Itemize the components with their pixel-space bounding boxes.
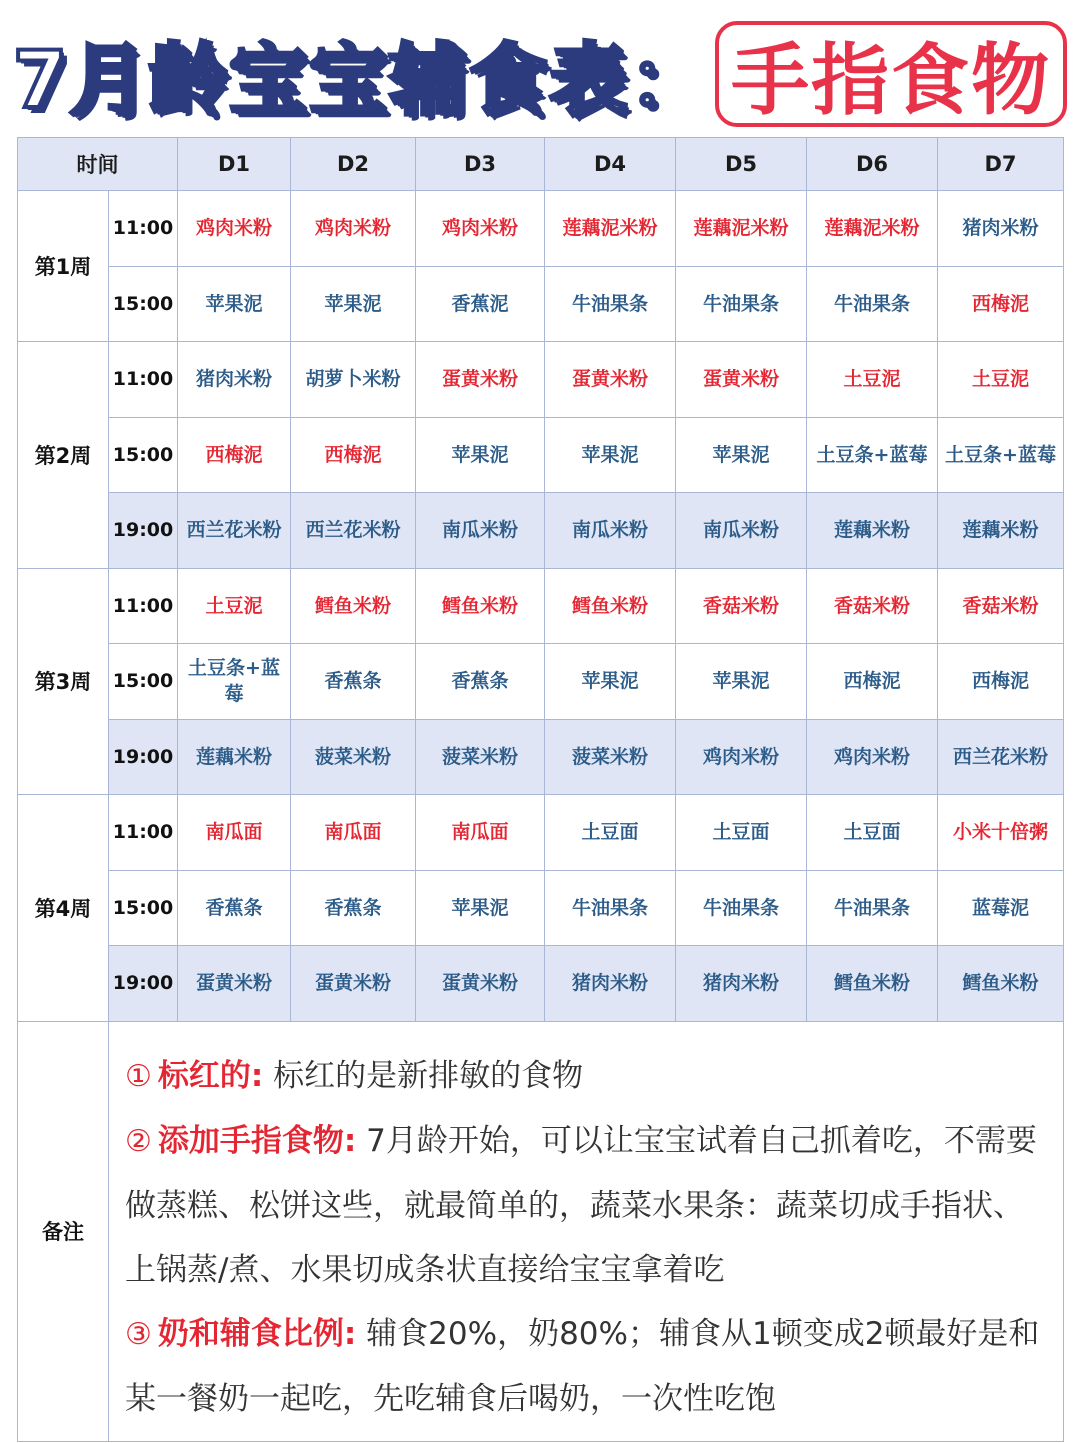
week-label: 第3周 — [18, 568, 109, 795]
title-highlight-box — [715, 21, 1067, 127]
food-cell-new: 蛋黄米粉 — [416, 342, 545, 418]
food-cell-new: 香菇米粉 — [807, 568, 938, 644]
food-cell: 蛋黄米粉 — [416, 946, 545, 1022]
food-cell: 香蕉条 — [416, 644, 545, 720]
food-cell-new: 西梅泥 — [938, 266, 1064, 342]
food-cell: 莲藕米粉 — [807, 493, 938, 569]
header-time: 时间 — [18, 138, 178, 191]
food-cell-new: 土豆泥 — [938, 342, 1064, 418]
food-cell-new: 鳕鱼米粉 — [291, 568, 416, 644]
food-cell-new: 南瓜面 — [291, 795, 416, 871]
food-cell: 莲藕米粉 — [938, 493, 1064, 569]
food-cell: 香蕉条 — [291, 870, 416, 946]
food-cell-new: 莲藕泥米粉 — [545, 191, 676, 267]
food-cell-new: 鳕鱼米粉 — [545, 568, 676, 644]
meal-time: 11:00 — [109, 795, 178, 871]
food-cell: 苹果泥 — [291, 266, 416, 342]
meal-time: 15:00 — [109, 266, 178, 342]
food-cell: 土豆面 — [807, 795, 938, 871]
food-cell-new: 南瓜面 — [178, 795, 291, 871]
note-number: ① — [125, 1058, 152, 1094]
meal-time: 15:00 — [109, 644, 178, 720]
meal-time: 19:00 — [109, 946, 178, 1022]
food-cell-new: 土豆泥 — [807, 342, 938, 418]
food-cell-new: 鸡肉米粉 — [291, 191, 416, 267]
food-cell: 香蕉条 — [178, 870, 291, 946]
food-cell: 鳕鱼米粉 — [807, 946, 938, 1022]
food-cell-new: 香菇米粉 — [938, 568, 1064, 644]
food-cell-new: 小米十倍粥 — [938, 795, 1064, 871]
feeding-schedule-table — [17, 137, 1064, 1442]
table-row — [18, 870, 1064, 946]
food-cell: 土豆条+蓝莓 — [178, 644, 291, 720]
food-cell-new: 莲藕泥米粉 — [676, 191, 807, 267]
table-row — [18, 417, 1064, 493]
food-cell: 西兰花米粉 — [291, 493, 416, 569]
food-cell: 苹果泥 — [545, 644, 676, 720]
table-row — [18, 568, 1064, 644]
food-cell: 牛油果条 — [807, 870, 938, 946]
food-cell: 苹果泥 — [676, 644, 807, 720]
food-cell-new: 西梅泥 — [291, 417, 416, 493]
food-cell-new: 土豆泥 — [178, 568, 291, 644]
meal-time: 11:00 — [109, 568, 178, 644]
food-cell-new: 鳕鱼米粉 — [416, 568, 545, 644]
note-heading: 奶和辅食比例: — [157, 1315, 357, 1352]
food-cell: 猪肉米粉 — [545, 946, 676, 1022]
page-title — [0, 18, 1080, 130]
food-cell: 猪肉米粉 — [938, 191, 1064, 267]
food-cell: 蓝莓泥 — [938, 870, 1064, 946]
header-day: D7 — [938, 138, 1064, 191]
note-body: 辅食20%，奶80%；辅食从1顿变成2顿最好是和某一餐奶一起吃，先吃辅食后喝奶，一次性吃饱 — [125, 1315, 1040, 1417]
note-heading: 添加手指食物: — [157, 1122, 357, 1159]
food-cell: 土豆面 — [676, 795, 807, 871]
table-row — [18, 266, 1064, 342]
food-cell: 苹果泥 — [178, 266, 291, 342]
header-day: D1 — [178, 138, 291, 191]
meal-time: 19:00 — [109, 493, 178, 569]
food-cell: 南瓜米粉 — [545, 493, 676, 569]
food-cell: 苹果泥 — [545, 417, 676, 493]
food-cell: 牛油果条 — [807, 266, 938, 342]
notes-content — [109, 1021, 1064, 1441]
table-header-row — [18, 138, 1064, 191]
food-cell: 香蕉泥 — [416, 266, 545, 342]
note-body: 标红的是新排敏的食物 — [273, 1057, 584, 1094]
food-cell: 鳕鱼米粉 — [938, 946, 1064, 1022]
week-label: 第4周 — [18, 795, 109, 1022]
food-cell: 西梅泥 — [807, 644, 938, 720]
meal-time: 19:00 — [109, 719, 178, 795]
meal-time: 15:00 — [109, 870, 178, 946]
note-number: ③ — [125, 1316, 152, 1352]
title-main: 7月龄宝宝辅食表： — [12, 36, 710, 126]
food-cell: 菠菜米粉 — [416, 719, 545, 795]
header-day: D5 — [676, 138, 807, 191]
food-cell: 蛋黄米粉 — [178, 946, 291, 1022]
food-cell: 鸡肉米粉 — [807, 719, 938, 795]
notes-row — [18, 1021, 1064, 1441]
week-label: 第1周 — [18, 191, 109, 342]
table-row — [18, 946, 1064, 1022]
food-cell-new: 西梅泥 — [178, 417, 291, 493]
meal-time: 15:00 — [109, 417, 178, 493]
table-row — [18, 719, 1064, 795]
title-highlight: 手指食物 — [731, 36, 1052, 126]
food-cell: 土豆面 — [545, 795, 676, 871]
table-row — [18, 191, 1064, 267]
food-cell: 菠菜米粉 — [545, 719, 676, 795]
food-cell: 南瓜米粉 — [416, 493, 545, 569]
food-cell-new: 南瓜面 — [416, 795, 545, 871]
food-cell: 苹果泥 — [676, 417, 807, 493]
food-cell: 胡萝卜米粉 — [291, 342, 416, 418]
food-cell-new: 鸡肉米粉 — [416, 191, 545, 267]
note-heading: 标红的: — [157, 1057, 264, 1094]
note-body: 7月龄开始，可以让宝宝试着自己抓着吃，不需要做蒸糕、松饼这些，就最简单的，蔬菜水果条：蔬菜切成手指状、上锅蒸/煮、水果切成条状直接给宝宝拿着吃 — [125, 1122, 1037, 1288]
food-cell: 莲藕米粉 — [178, 719, 291, 795]
food-cell: 苹果泥 — [416, 417, 545, 493]
note-number: ② — [125, 1123, 152, 1159]
notes-label: 备注 — [18, 1021, 109, 1441]
food-cell: 牛油果条 — [676, 870, 807, 946]
table-row — [18, 342, 1064, 418]
food-cell-new: 香菇米粉 — [676, 568, 807, 644]
food-cell: 猪肉米粉 — [676, 946, 807, 1022]
meal-time: 11:00 — [109, 342, 178, 418]
food-cell: 南瓜米粉 — [676, 493, 807, 569]
food-cell: 牛油果条 — [545, 870, 676, 946]
food-cell-new: 蛋黄米粉 — [545, 342, 676, 418]
food-cell: 菠菜米粉 — [291, 719, 416, 795]
food-cell: 西兰花米粉 — [178, 493, 291, 569]
table-row — [18, 493, 1064, 569]
food-cell: 鸡肉米粉 — [676, 719, 807, 795]
header-day: D4 — [545, 138, 676, 191]
food-cell: 西梅泥 — [938, 644, 1064, 720]
food-cell: 猪肉米粉 — [178, 342, 291, 418]
food-cell: 牛油果条 — [545, 266, 676, 342]
food-cell-new: 鸡肉米粉 — [178, 191, 291, 267]
header-day: D6 — [807, 138, 938, 191]
food-cell: 土豆条+蓝莓 — [807, 417, 938, 493]
header-day: D3 — [416, 138, 545, 191]
meal-time: 11:00 — [109, 191, 178, 267]
food-cell: 西兰花米粉 — [938, 719, 1064, 795]
table-row — [18, 795, 1064, 871]
food-cell: 苹果泥 — [416, 870, 545, 946]
food-cell: 蛋黄米粉 — [291, 946, 416, 1022]
table-row — [18, 644, 1064, 720]
food-cell: 土豆条+蓝莓 — [938, 417, 1064, 493]
food-cell: 香蕉条 — [291, 644, 416, 720]
schedule-body — [18, 191, 1064, 1022]
header-day: D2 — [291, 138, 416, 191]
food-cell: 牛油果条 — [676, 266, 807, 342]
food-cell-new: 莲藕泥米粉 — [807, 191, 938, 267]
week-label: 第2周 — [18, 342, 109, 569]
food-cell-new: 蛋黄米粉 — [676, 342, 807, 418]
